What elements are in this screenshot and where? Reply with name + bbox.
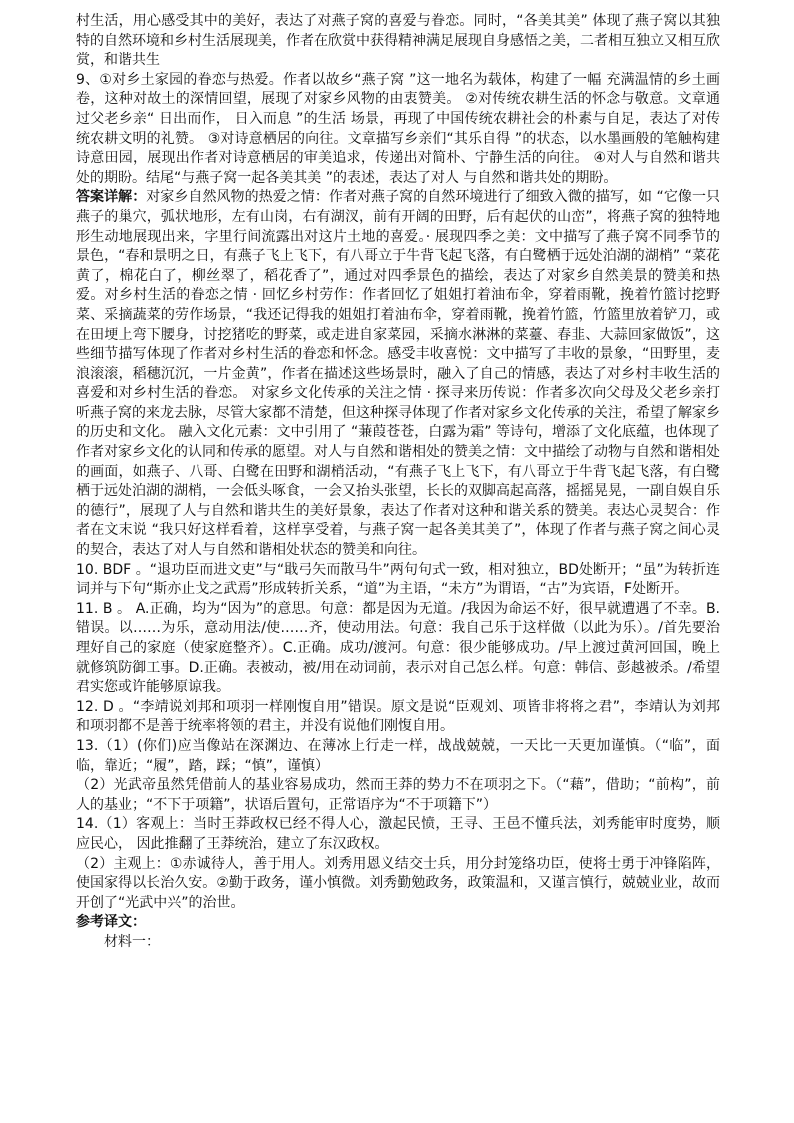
document-page: [76, 12, 720, 953]
reference-heading-label: 参考译文：: [76, 914, 146, 931]
answer-analysis: [76, 188, 720, 560]
answer-question-11: [76, 600, 720, 698]
paragraph-intro-continued: [76, 12, 720, 71]
reference-translation-heading: [76, 913, 720, 933]
paragraph-text: 材料一：: [104, 933, 160, 950]
paragraph-text: 14.（1）客观上：当时王莽政权已经不得人心，激起民愤，王寻、王邑不懂兵法，刘秀能审时度势，顺应民心， 因此推翻了王莽统治，建立了东汉政权。: [76, 816, 720, 852]
paragraph-text: 10. BDF 。“退功臣而进文吏”与“戢弓矢而散马牛”两句句式一致，相对独立，BD处断开；“虽”为转折连词并与下句“斯亦止戈之武焉”形成转折关系，“道”为主语，“未方”为谓语，“古”为宾语，F处断开。: [76, 561, 720, 598]
answer-question-13-part-1: [76, 737, 720, 776]
answer-question-14-part-1: [76, 815, 720, 854]
analysis-heading: 答案详解：: [76, 189, 147, 206]
paragraph-text: 12. D 。“李靖说刘邦和项羽一样刚愎自用”错误。原文是说“臣观刘、项皆非将将之君”，李靖认为刘邦和项羽都不是善于统率将领的君主，并没有说他们刚愎自用。: [76, 698, 720, 735]
answer-question-13-part-2: [76, 776, 720, 815]
paragraph-text: （2）主观上：①赤诚待人，善于用人。刘秀用恩义结交士兵，用分封笼络功臣，使将士勇于冲锋陷阵，使国家得以长治久安。②勤于政务，谨小慎微。刘秀勤勉政务，政策温和，又谨言慎行，兢兢业业，故而开创了“光武中兴”的治世。: [76, 855, 720, 911]
material-one-heading: [76, 933, 720, 953]
paragraph-text: 村生活，用心感受其中的美好，表达了对燕子窝的喜爱与眷恋。同时，“各美其美” 体现了燕子窝以其独特的自然环境和乡村生活展现美，作者在欣赏中获得精神满足展现自身感悟之美，二者相互独立又相互欣赏，和谐共生: [76, 13, 720, 69]
answer-question-9: [76, 71, 720, 189]
paragraph-text: （2）光武帝虽然凭借前人的基业容易成功，然而王莽的势力不在项羽之下。（“藉”，借助；“前构”，前人的基业；“不下于项籍”，状语后置句，正常语序为“不于项籍下”）: [76, 777, 720, 813]
paragraph-text: 13.（1）(你们)应当像站在深渊边、在薄冰上行走一样，战战兢兢，一天比一天更加谨慎。（“临”，面临，靠近；“履”，踏，踩；“慎”，谨慎）: [76, 737, 720, 774]
paragraph-text: 11. B 。 A.正确，均为“因为”的意思。句意：都是因为无道。/我因为命运不好，很早就遭遇了不幸。B.错误。以……为乐，意动用法/使……齐，使动用法。句意：我自己乐于这样做（以此为乐）。/首先要治理好自己的家庭（使家庭整齐）。C.正确。成功/渡河。句意：很少能够成功。/早上渡过黄河回国，晚上就修筑防御工事。D.正确。表被动，被/用在动词前，表示对自己怎么样。句意：韩信、彭越被杀。/希望君实您或许能够原谅我。: [76, 600, 720, 696]
paragraph-text: 对家乡自然风物的热爱之情：作者对燕子窝的自然环境进行了细致入微的描写，如 “它像一只燕子的巢穴，弧状地形，左有山岗，右有湖汊，前有开阔的田野，后有起伏的山峦”，将燕子窝的独特地形生动地展现出来，字里行间流露出对这片土地的喜爱。· 展现四季之美：文中描写了燕子窝不同季节的景色，“春和景明之日，有燕子飞上飞下，有八哥立于牛背飞起飞落，有白鹭栖于远处泊湖的湖梢” “菜花黄了，棉花白了，柳丝翠了，稻花香了”，通过对四季景色的描绘，表达了对家乡自然美景的赞美和热爱。对乡村生活的眷恋之情 · 回忆乡村劳作：作者回忆了姐姐打着油布伞，穿着雨靴，挽着竹篮讨挖野菜、采摘蔬菜的劳作场景，“我还记得我的姐姐打着油布伞，穿着雨靴，挽着竹篮，竹篮里放着铲刀，或在田埂上弯下腰身，讨挖猪吃的野菜，或走进自家菜园，采摘水淋淋的菜薹、春韭、大蒜回家做饭”，这些细节描写体现了作者对乡村生活的眷恋和怀念。感受丰收喜悦：文中描写了丰收的景象，“田野里，麦浪滚滚，稻穗沉沉，一片金黄”，作者在描述这些场景时，融入了自己的情感，表达了对乡村丰收生活的喜爱和对乡村生活的眷恋。 对家乡文化传承的关注之情 · 探寻来历传说：作者多次向父母及父老乡亲打听燕子窝的来龙去脉，尽管大家都不清楚，但这种探寻体现了作者对家乡文化传承的关注，希望了解家乡的历史和文化。 融入文化元素：文中引用了 “蒹葭苍苍，白露为霜” 等诗句，增添了文化底蕴，也体现了作者对家乡文化的认同和传承的愿望。对人与自然和谐相处的赞美之情：文中描绘了动物与自然和谐相处的画面，如燕子、八哥、白鹭在田野和湖梢活动，“有燕子飞上飞下，有八哥立于牛背飞起飞落，有白鹭栖于远处泊湖的湖梢，一会低头啄食，一会又抬头张望，长长的双脚高起高落，摇摇晃晃，一副自娱自乐的德行”，展现了人与自然和谐共生的美好景象，表达了作者对这种和谐关系的赞美。表达心灵契合：作者在文末说 “我只好这样看着，这样享受着，与燕子窝一起各美其美了”，体现了作者与燕子窝之间心灵的契合，表达了对人与自然和谐相处状态的赞美和向往。: [76, 189, 720, 559]
answer-question-14-part-2: [76, 855, 720, 914]
paragraph-text: 9、①对乡土家园的眷恋与热爱。作者以故乡“燕子窝 ”这一地名为载体，构建了一幅 充满温情的乡土画卷，这种对故土的深情回望，展现了对家乡风物的由衷赞美。 ②对传统农耕生活的怀念与敬意。文章通过父老乡亲“ 日出而作， 日入而息 ”的生活 场景，再现了中国传统农耕社会的朴素与自足，表达了对传统农耕文明的礼赞。 ③对诗意栖居的向往。文章描写乡亲们“其乐自得 ”的状态，以水墨画般的笔触构建 诗意田园，展现出作者对诗意栖居的审美追求，传递出对简朴、宁静生活的向往。 ④对人与自然和谐共处的期盼。结尾“与燕子窝一起各美其美 ”的表述，表达了对人 与自然和谐共处的期盼。: [76, 71, 720, 186]
answer-question-12: [76, 698, 720, 737]
answer-question-10: [76, 561, 720, 600]
